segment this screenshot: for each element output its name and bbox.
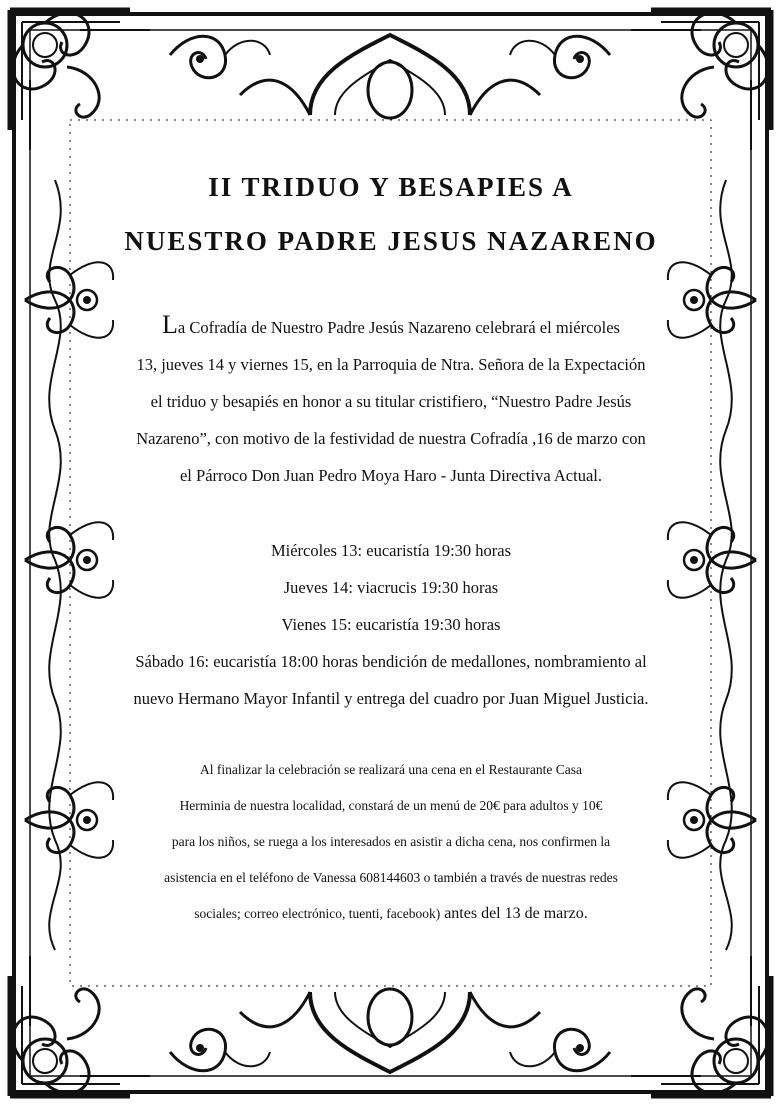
closing-line: Herminia de nuestra localidad, constará de un menú de 20€ para adultos y 10€ [179, 798, 603, 813]
closing-line-text: sociales; correo electrónico, tuenti, facebook) [194, 906, 441, 921]
schedule-item: Jueves 14: viacrucis 19:30 horas [283, 578, 499, 597]
schedule-item: Vienes 15: eucaristía 19:30 horas [281, 615, 501, 634]
closing-line: asistencia en el teléfono de Vanessa 608144603 o también a través de nuestras redes [164, 870, 618, 885]
intro-line-text: a Cofradía de Nuestro Padre Jesús Nazareno celebrará el miércoles [177, 318, 620, 337]
closing-line: para los niños, se ruega a los interesados en asistir a dicha cena, nos confirmen la [171, 834, 611, 849]
schedule-item: nuevo Hermano Mayor Infantil y entrega del cuadro por Juan Miguel Justicia. [133, 689, 649, 708]
schedule-item: Sábado 16: eucaristía 18:00 horas bendición de medallones, nombramiento al [135, 652, 647, 671]
intro-line: el triduo y besapiés en honor a su titular cristifiero, “Nuestro Padre Jesús [150, 392, 632, 411]
intro-line [96, 306, 686, 346]
flyer-content [96, 160, 686, 932]
drop-cap: L [162, 310, 178, 339]
title-line-1: II TRIDUO Y BESAPIES A [208, 172, 574, 202]
intro-line: el Párroco Don Juan Pedro Moya Haro - Junta Directiva Actual. [179, 466, 602, 485]
schedule-list [96, 532, 686, 717]
closing-line: Al finalizar la celebración se realizará una cena en el Restaurante Casa [200, 762, 582, 777]
closing-paragraph [96, 752, 686, 932]
title-line-2: NUESTRO PADRE JESUS NAZARENO [124, 226, 658, 256]
rsvp-deadline: antes del 13 de marzo. [440, 905, 588, 922]
schedule-item: Miércoles 13: eucaristía 19:30 horas [270, 541, 512, 560]
intro-line: 13, jueves 14 y viernes 15, en la Parroquia de Ntra. Señora de la Expectación [136, 355, 646, 374]
intro-paragraph [96, 306, 686, 494]
intro-line: Nazareno”, con motivo de la festividad de nuestra Cofradía ,16 de marzo con [136, 429, 646, 448]
closing-line [96, 896, 686, 932]
